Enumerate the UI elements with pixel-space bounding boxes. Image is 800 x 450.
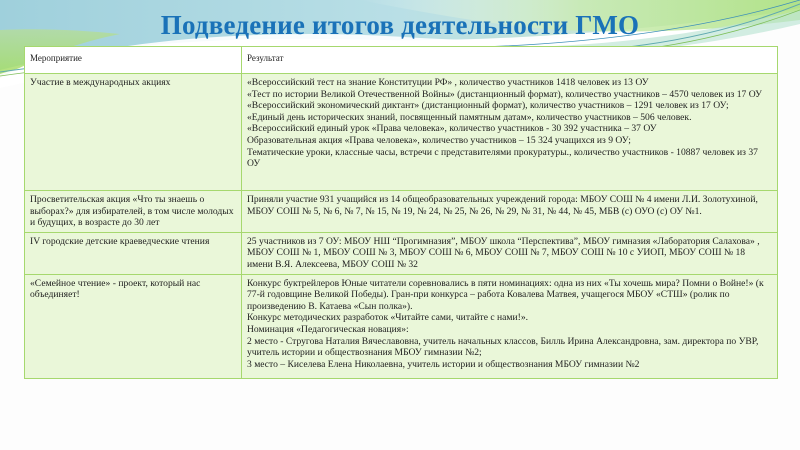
result-line: 25 участников из 7 ОУ: МБОУ НШ “Прогимназия”, МБОУ школа “Перспектива”, МБОУ гимназия «Лаборатория Салахова» , МБОУ СОШ № 1, МБОУ СОШ № 3, МБОУ СОШ № 6, МБОУ СОШ № 7, МБОУ СОШ № 10 с УИОП, МБОУ СОШ № 18 имени В.Я. Алексеева, МБОУ СОШ № 32 xyxy=(247,235,760,270)
result-cell xyxy=(242,274,778,378)
result-line: Образовательная акция «Права человека», количество участников – 15 324 учащихся из 9 ОУ; xyxy=(247,134,631,146)
result-line: 3 место – Киселева Елена Николаевна, учитель истории и обществознания МБОУ гимназии №2 xyxy=(247,358,640,370)
header-result: Результат xyxy=(242,47,778,74)
results-table-container xyxy=(24,46,778,379)
event-cell: IV городские детские краеведческие чтения xyxy=(25,232,242,274)
result-line: Конкурс буктрейлеров Юные читатели соревновались в пяти номинациях: одна из них «Ты хочешь мира? Помни о Войне!» (к 77-й годовщине Великой Победы). Гран-при конкурса – работа Ковалева Матвея, учащегося МБОУ «СТШ» (ролик по произведению В. Катаева «Сын полка»). xyxy=(247,277,764,312)
result-cell xyxy=(242,191,778,233)
event-cell: «Семейное чтение» - проект, который нас объединяет! xyxy=(25,274,242,378)
table-row xyxy=(25,191,778,233)
result-cell xyxy=(242,74,778,191)
table-row xyxy=(25,232,778,274)
result-cell xyxy=(242,232,778,274)
table-header-row xyxy=(25,47,778,74)
result-line: «Всероссийский тест на знание Конституции РФ» , количество участников 1418 человек из 13 ОУ xyxy=(247,77,649,88)
result-line: Номинация «Педагогическая новация»: xyxy=(247,323,409,335)
page-title: Подведение итогов деятельности ГМО xyxy=(160,10,640,40)
results-table xyxy=(24,46,778,379)
result-line: 2 место - Стругова Наталия Вячеславовна, учитель начальных классов, Билль Ирина Александровна, зам. директора по УВР, учитель истории и обществознания МБОУ гимназии №2; xyxy=(247,335,759,359)
result-line: «Тест по истории Великой Отечественной Войны» (дистанционный формат), количество участников – 4570 человек из 17 ОУ xyxy=(247,88,762,100)
result-line: Приняли участие 931 учащийся из 14 общеобразовательных учреждений города: МБОУ СОШ № 4 имени Л.И. Золотухиной, МБОУ СОШ № 5, № 6, № 7, № 15, № 19, № 24, № 25, № 26, № 29, № 31, № 44, № 45, МБВ (с) ОУО (с) ОУ №1. xyxy=(247,194,758,217)
event-cell: Участие в международных акциях xyxy=(25,74,242,191)
result-line: «Единый день исторических знаний, посвященный памятным датам», количество участников – 506 человек. xyxy=(247,111,692,123)
table-row xyxy=(25,74,778,191)
table-row xyxy=(25,274,778,378)
result-line: «Всероссийский единый урок «Права человека», количество участников - 30 392 участника – 37 ОУ xyxy=(247,123,657,135)
result-line: Тематические уроки, классные часы, встречи с представителями прокуратуры., количество участников - 10887 человек из 37 ОУ xyxy=(247,146,758,170)
header-event: Мероприятие xyxy=(25,47,242,74)
result-line: Конкурс методических разработок «Читайте сами, читайте с нами!». xyxy=(247,312,529,324)
result-line: «Всероссийский экономический диктант» (дистанционный формат), количество участников – 1291 человек из 17 ОУ; xyxy=(247,100,729,112)
event-cell: Просветительская акция «Что ты знаешь о выборах?» для избирателей, в том числе молодых и будущих, в возрасте до 30 лет xyxy=(25,191,242,233)
